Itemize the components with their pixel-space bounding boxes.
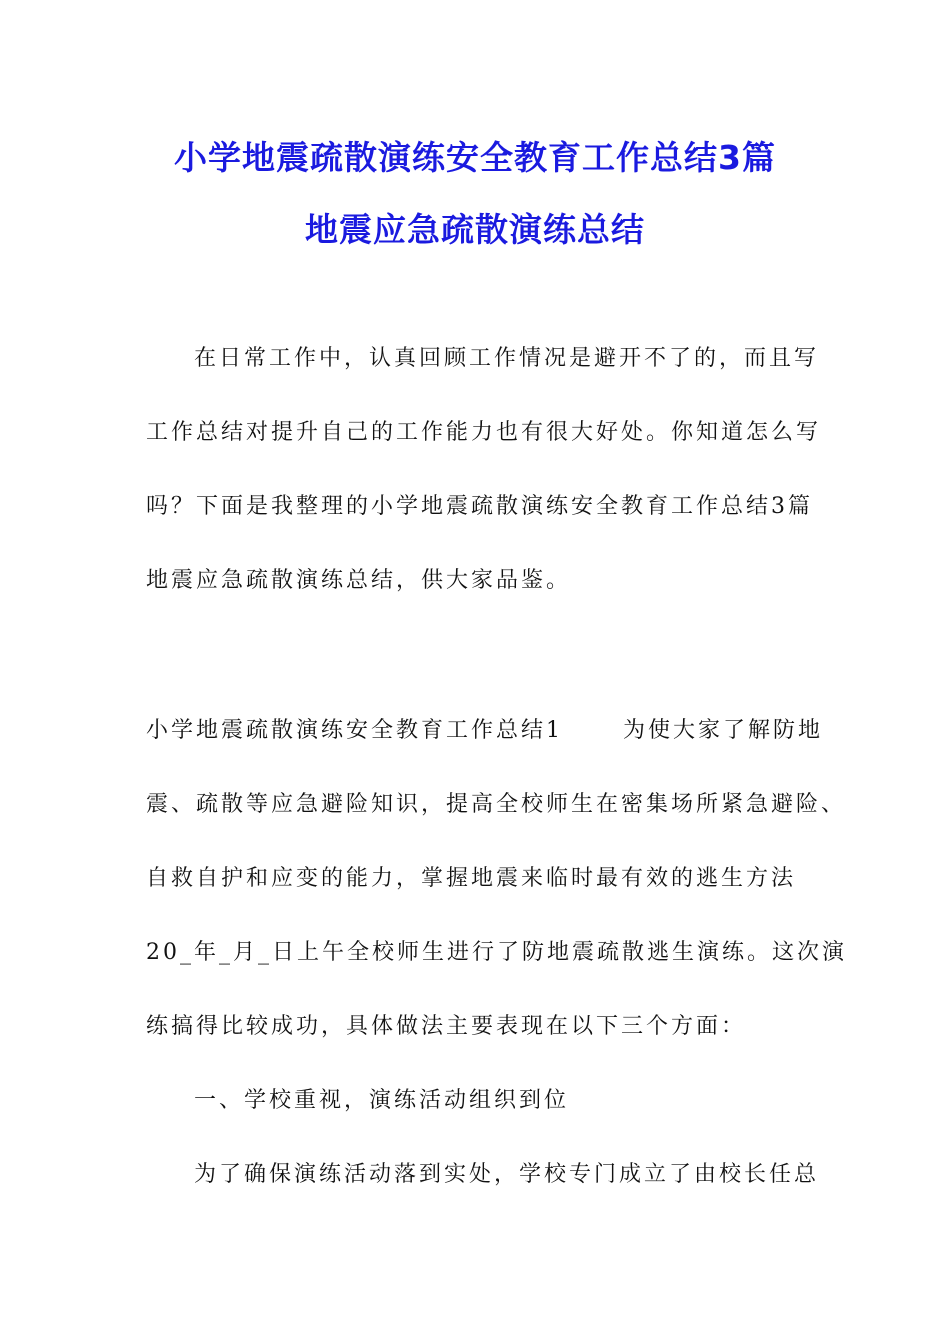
document-title-line-1: 小学地震疏散演练安全教育工作总结3篇: [174, 138, 776, 177]
section1-line-5: 练搞得比较成功，具体做法主要表现在以下三个方面：: [146, 1014, 747, 1039]
section1-line-3: 自救自护和应变的能力，掌握地震来临时最有效的逃生方法: [146, 866, 797, 891]
section1-line-4: 20_年_月_日上午全校师生进行了防地震疏散逃生演练。这次演: [146, 940, 847, 965]
section1-heading: 小学地震疏散演练安全教育工作总结1: [146, 718, 563, 743]
intro-line-2: 工作总结对提升自己的工作能力也有很大好处。你知道怎么写: [146, 420, 822, 445]
section1-line-2: 震、疏散等应急避险知识，提高全校师生在密集场所紧急避险、: [146, 792, 847, 817]
section1-first-text: 为使大家了解防地: [623, 718, 824, 743]
subheading-1: 一、学校重视，演练活动组织到位: [194, 1088, 570, 1113]
intro-line-4: 地震应急疏散演练总结，供大家品鉴。: [146, 568, 572, 593]
section1-first-line: [146, 716, 826, 746]
document-title-line-2: 地震应急疏散演练总结: [305, 210, 645, 249]
paragraph-last-line: 为了确保演练活动落到实处，学校专门成立了由校长任总: [194, 1162, 820, 1187]
intro-line-1: 在日常工作中，认真回顾工作情况是避开不了的，而且写: [194, 346, 820, 371]
intro-line-3: 吗？下面是我整理的小学地震疏散演练安全教育工作总结3篇: [146, 494, 813, 519]
